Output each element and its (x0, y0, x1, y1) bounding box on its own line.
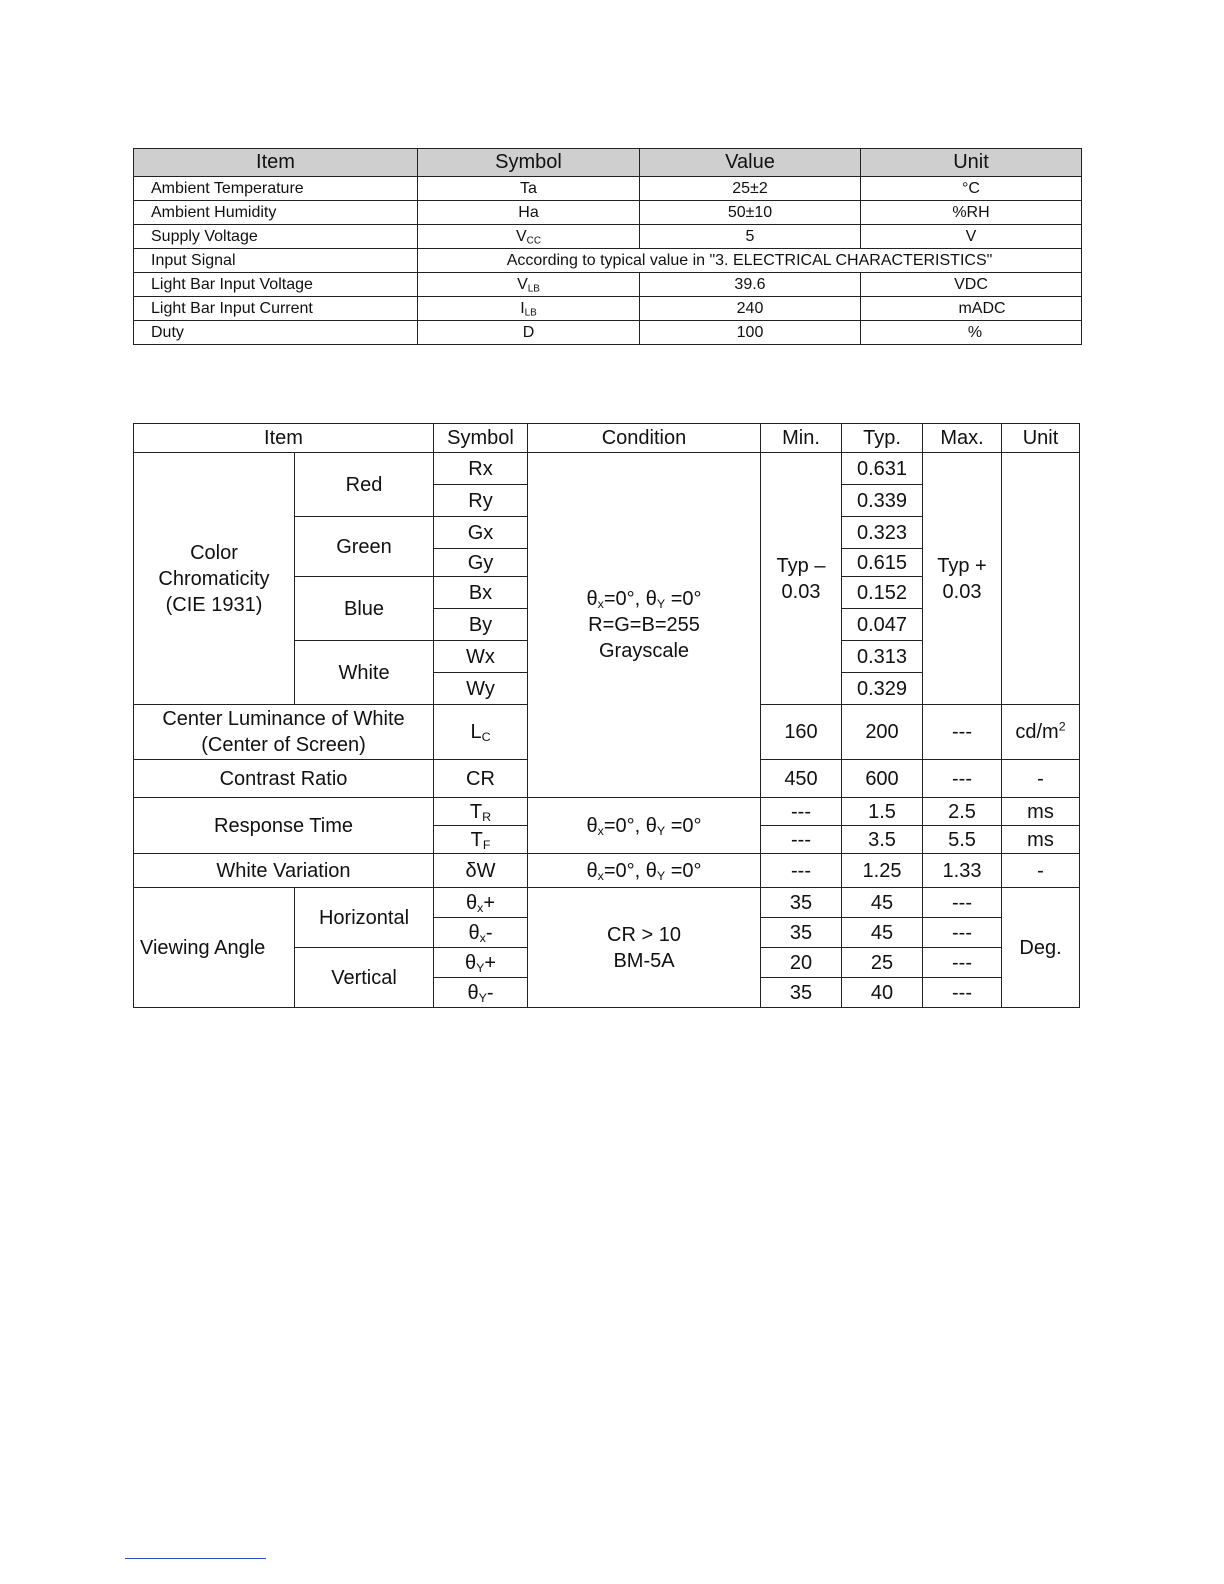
viewing-condition (528, 888, 761, 1008)
row-max: --- (923, 978, 1002, 1008)
color-unit (1002, 453, 1080, 705)
condition-text: =0° (665, 588, 702, 610)
row-symbol: Ha (418, 201, 640, 225)
subscript: Y (656, 597, 666, 612)
row-symbol (434, 826, 528, 854)
theta-symbol: θ (586, 814, 598, 837)
row-symbol (434, 948, 528, 978)
red-label: Red (295, 453, 434, 517)
row-typ: 200 (842, 705, 923, 760)
color-chromaticity-label (134, 453, 295, 705)
table-row (134, 201, 1082, 225)
label-line: Chromaticity (158, 567, 270, 590)
min-line: Typ – (776, 554, 826, 577)
row-min: 450 (761, 760, 842, 798)
subscript: x (597, 597, 604, 612)
row-typ: 0.339 (842, 485, 923, 517)
row-value: 50±10 (640, 201, 861, 225)
symbol-base: T (470, 828, 483, 851)
subscript: x (597, 823, 604, 838)
condition-angle (528, 586, 760, 612)
table2-header-min: Min. (761, 424, 842, 453)
subscript: x (479, 930, 486, 945)
table-row (134, 888, 1080, 918)
row-min: 35 (761, 888, 842, 918)
row-min: --- (761, 826, 842, 854)
row-symbol (418, 225, 640, 249)
table-row (134, 297, 1082, 321)
condition-line: R=G=B=255 (588, 614, 700, 636)
row-symbol: D (418, 321, 640, 345)
row-symbol (434, 705, 528, 760)
row-item: Input Signal (134, 249, 418, 273)
row-symbol (434, 798, 528, 826)
row-value: 240 (640, 297, 861, 321)
label-line: Center Luminance of White (162, 708, 405, 730)
row-unit (1002, 705, 1080, 760)
row-unit: - (1002, 854, 1080, 888)
table1-header-item: Item (134, 149, 418, 177)
symbol-base: I (520, 300, 525, 317)
horizontal-label: Horizontal (295, 888, 434, 948)
luminance-label (134, 705, 434, 760)
row-value: 25±2 (640, 177, 861, 201)
table2-header-typ: Typ. (842, 424, 923, 453)
unit-superscript: 2 (1058, 719, 1066, 734)
row-symbol: Gy (434, 549, 528, 577)
subscript: Y (476, 960, 485, 975)
row-unit: ms (1002, 798, 1080, 826)
white-variation-label: White Variation (134, 854, 434, 888)
symbol-subscript: F (482, 837, 491, 852)
label-line: (Center of Screen) (201, 734, 366, 756)
row-symbol: δW (434, 854, 528, 888)
footnote-separator-line (125, 1558, 266, 1559)
response-condition (528, 798, 761, 854)
row-symbol: Ta (418, 177, 640, 201)
theta-symbol: θ (464, 951, 477, 974)
table-row (134, 273, 1082, 297)
table1-header-symbol: Symbol (418, 149, 640, 177)
symbol-subscript: LB (527, 283, 540, 295)
row-symbol (418, 273, 640, 297)
row-typ: 45 (842, 918, 923, 948)
row-max: --- (923, 760, 1002, 798)
row-symbol (418, 297, 640, 321)
label-line: (CIE 1931) (165, 593, 263, 616)
row-unit: - (1002, 760, 1080, 798)
table1-header-row (134, 149, 1082, 177)
subscript: x (477, 900, 484, 915)
row-typ: 0.615 (842, 549, 923, 577)
subscript: Y (656, 868, 666, 883)
row-typ: 0.152 (842, 577, 923, 609)
theta-symbol: θ (467, 981, 479, 1004)
subscript: Y (656, 823, 666, 838)
row-typ: 1.25 (842, 854, 923, 888)
row-unit: % (861, 321, 1082, 345)
row-unit: V (861, 225, 1082, 249)
white-label: White (295, 641, 434, 705)
row-typ: 0.323 (842, 517, 923, 549)
sign: + (484, 951, 497, 974)
row-min: --- (761, 854, 842, 888)
row-max: --- (923, 918, 1002, 948)
theta-symbol: θ (468, 921, 480, 944)
max-line: 0.03 (942, 580, 982, 603)
row-typ: 600 (842, 760, 923, 798)
row-item: Ambient Humidity (134, 201, 418, 225)
symbol-subscript: C (481, 730, 491, 745)
row-typ: 0.047 (842, 609, 923, 641)
theta-symbol: θ (586, 588, 598, 610)
row-min: 35 (761, 918, 842, 948)
row-symbol: Ry (434, 485, 528, 517)
row-max: 5.5 (923, 826, 1002, 854)
row-item: Light Bar Input Voltage (134, 273, 418, 297)
table-row (134, 854, 1080, 888)
condition-text: =0°, (603, 814, 646, 837)
label-line: Color (190, 541, 238, 564)
optical-characteristics-table (133, 423, 1080, 1008)
row-max: 2.5 (923, 798, 1002, 826)
table2-header-item: Item (134, 424, 434, 453)
row-item: Ambient Temperature (134, 177, 418, 201)
symbol-subscript: R (482, 809, 492, 824)
row-typ: 0.313 (842, 641, 923, 673)
contrast-label: Contrast Ratio (134, 760, 434, 798)
theta-symbol: θ (645, 859, 657, 882)
condition-line: Grayscale (598, 640, 690, 662)
table1-header-unit: Unit (861, 149, 1082, 177)
test-conditions-table (133, 148, 1082, 345)
table-row (134, 321, 1082, 345)
symbol-base: V (517, 276, 528, 293)
row-symbol: Bx (434, 577, 528, 609)
response-label: Response Time (134, 798, 434, 854)
row-typ: 3.5 (842, 826, 923, 854)
row-max: 1.33 (923, 854, 1002, 888)
table2-header-condition: Condition (528, 424, 761, 453)
row-symbol: Wy (434, 673, 528, 705)
color-max (923, 453, 1002, 705)
row-value: 100 (640, 321, 861, 345)
row-max: --- (923, 888, 1002, 918)
row-min: 35 (761, 978, 842, 1008)
row-symbol: Rx (434, 453, 528, 485)
sign: - (486, 981, 494, 1004)
table1-header-value: Value (640, 149, 861, 177)
condition-line: BM-5A (613, 949, 675, 972)
symbol-base: T (469, 800, 483, 823)
row-typ: 0.329 (842, 673, 923, 705)
row-unit: mADC (861, 297, 1082, 321)
table2-header-max: Max. (923, 424, 1002, 453)
symbol-subscript: CC (526, 235, 541, 247)
sign: + (483, 891, 495, 914)
condition-text: =0° (665, 814, 702, 837)
row-unit: VDC (861, 273, 1082, 297)
table2-header-unit: Unit (1002, 424, 1080, 453)
sign: - (485, 921, 493, 944)
row-typ: 40 (842, 978, 923, 1008)
theta-symbol: θ (645, 588, 657, 610)
theta-symbol: θ (465, 891, 478, 914)
symbol-base: L (470, 721, 482, 743)
row-max: --- (923, 705, 1002, 760)
condition-text: =0°, (603, 588, 646, 610)
color-min (761, 453, 842, 705)
row-symbol: Gx (434, 517, 528, 549)
row-max: --- (923, 948, 1002, 978)
table-row (134, 249, 1082, 273)
white-variation-condition (528, 854, 761, 888)
table-row (134, 177, 1082, 201)
theta-symbol: θ (586, 859, 598, 882)
unit-base: cd/m (1015, 721, 1059, 743)
condition-text: =0° (665, 859, 702, 882)
row-min: 160 (761, 705, 842, 760)
row-min: 20 (761, 948, 842, 978)
subscript: x (597, 868, 604, 883)
row-value: 39.6 (640, 273, 861, 297)
min-line: 0.03 (781, 580, 821, 603)
row-symbol: By (434, 609, 528, 641)
row-symbol (434, 888, 528, 918)
row-unit: ms (1002, 826, 1080, 854)
row-symbol: CR (434, 760, 528, 798)
row-symbol (434, 978, 528, 1008)
condition-line: CR > 10 (607, 923, 681, 946)
table2-header-row (134, 424, 1080, 453)
symbol-subscript: LB (524, 307, 537, 319)
viewing-angle-label: Viewing Angle (134, 888, 295, 1008)
row-merged-note: According to typical value in "3. ELECTRICAL CHARACTERISTICS" (418, 249, 1082, 273)
row-item: Light Bar Input Current (134, 297, 418, 321)
condition-text: =0°, (603, 859, 646, 882)
blue-label: Blue (295, 577, 434, 641)
theta-symbol: θ (645, 814, 657, 837)
vertical-label: Vertical (295, 948, 434, 1008)
row-typ: 0.631 (842, 453, 923, 485)
row-typ: 25 (842, 948, 923, 978)
table-row (134, 798, 1080, 826)
max-line: Typ + (937, 554, 987, 577)
table2-header-symbol: Symbol (434, 424, 528, 453)
row-typ: 1.5 (842, 798, 923, 826)
row-typ: 45 (842, 888, 923, 918)
table-row (134, 225, 1082, 249)
row-unit: %RH (861, 201, 1082, 225)
row-symbol: Wx (434, 641, 528, 673)
row-value: 5 (640, 225, 861, 249)
row-unit: °C (861, 177, 1082, 201)
row-item: Duty (134, 321, 418, 345)
viewing-unit: Deg. (1002, 888, 1080, 1008)
row-min: --- (761, 798, 842, 826)
symbol-base: V (516, 228, 527, 245)
subscript: Y (478, 990, 487, 1005)
main-condition (528, 453, 761, 798)
table-row (134, 453, 1080, 485)
green-label: Green (295, 517, 434, 577)
row-item: Supply Voltage (134, 225, 418, 249)
row-symbol (434, 918, 528, 948)
